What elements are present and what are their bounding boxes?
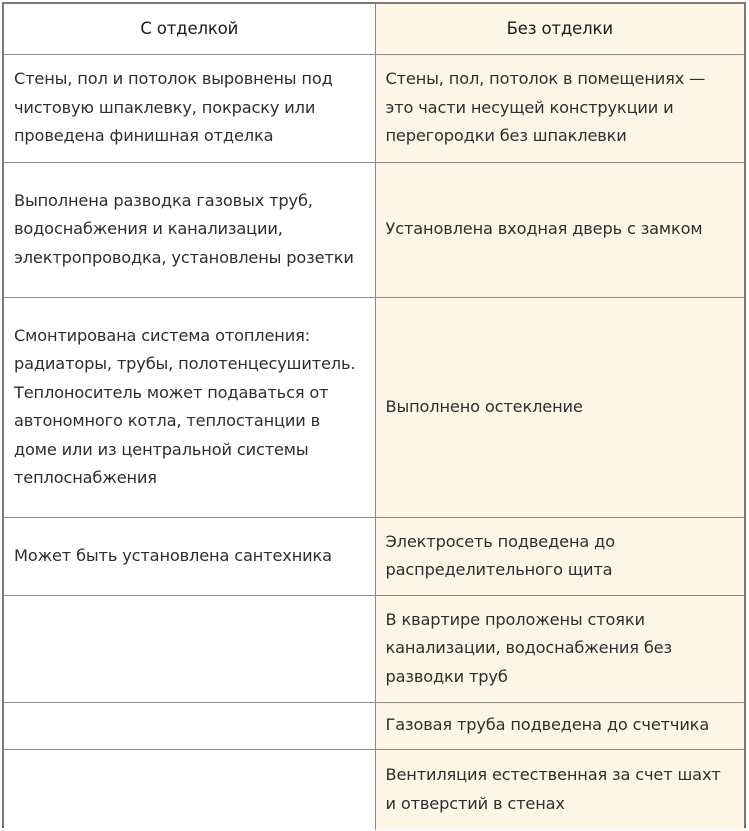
cell-with-finish-empty (4, 702, 375, 749)
cell-without-finish: Электросеть подведена до распределительного щита (375, 517, 744, 595)
cell-without-finish: В квартире проложены стояки канализации, водоснабжения без разводки труб (375, 595, 744, 702)
cell-without-finish: Стены, пол, потолок в помещениях — это части несущей конструкции и перегородки без шпаклевки (375, 54, 744, 162)
table-row (4, 54, 744, 162)
table-row (4, 749, 744, 830)
header-with-finish: С отделкой (4, 4, 375, 54)
finish-comparison-table (4, 4, 744, 830)
cell-with-finish: Выполнена разводка газовых труб, водоснабжения и канализации, электропроводка, установлены розетки (4, 162, 375, 297)
table-row (4, 517, 744, 595)
table-row (4, 297, 744, 517)
cell-with-finish-empty (4, 749, 375, 830)
cell-without-finish: Выполнено остекление (375, 297, 744, 517)
table-row (4, 595, 744, 702)
header-without-finish: Без отделки (375, 4, 744, 54)
cell-with-finish-empty (4, 595, 375, 702)
cell-without-finish: Вентиляция естественная за счет шахт и отверстий в стенах (375, 749, 744, 830)
table-header-row (4, 4, 744, 54)
cell-with-finish: Стены, пол и потолок выровнены под чистовую шпаклевку, покраску или проведена финишная отделка (4, 54, 375, 162)
comparison-table-container (2, 2, 746, 828)
cell-with-finish: Может быть установлена сантехника (4, 517, 375, 595)
table-row (4, 162, 744, 297)
cell-with-finish: Смонтирована система отопления: радиаторы, трубы, полотенцесушитель. Теплоноситель может подаваться от автономного котла, теплостанции в доме или из центральной системы теплоснабжения (4, 297, 375, 517)
cell-without-finish: Газовая труба подведена до счетчика (375, 702, 744, 749)
table-row (4, 702, 744, 749)
cell-without-finish: Установлена входная дверь с замком (375, 162, 744, 297)
